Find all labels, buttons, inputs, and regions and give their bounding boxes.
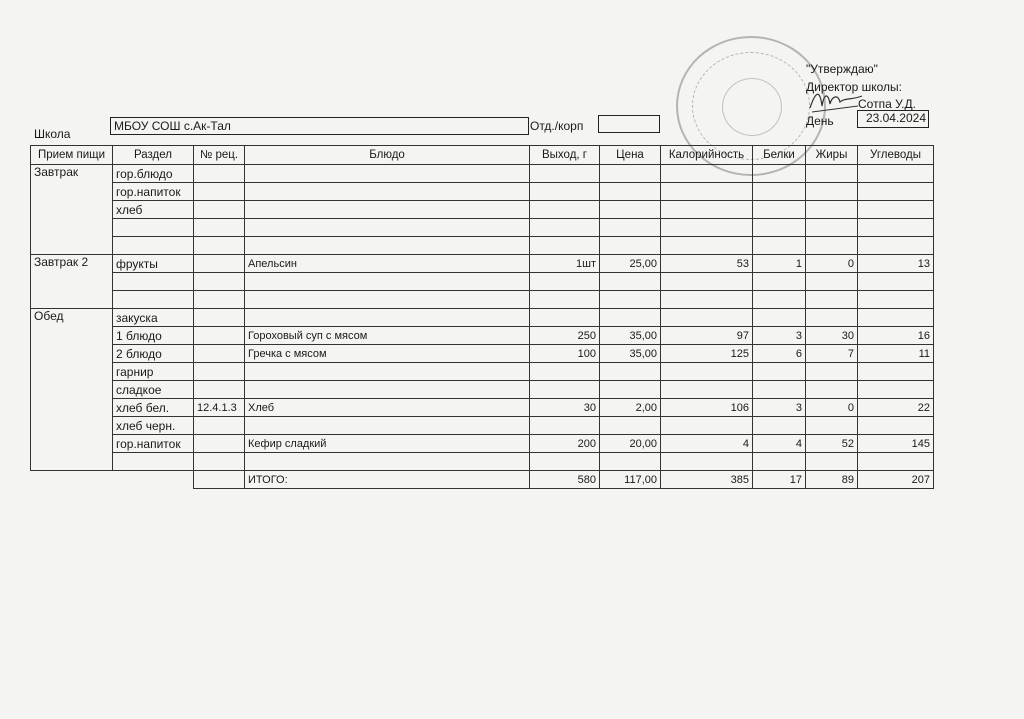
col-calories: Калорийность (661, 146, 753, 165)
price-cell (600, 273, 661, 291)
calories-cell (661, 291, 753, 309)
dish-cell: Кефир сладкий (245, 435, 530, 453)
table-row (31, 237, 934, 255)
fat-cell: 30 (806, 327, 858, 345)
calories-cell (661, 183, 753, 201)
calories-cell (661, 273, 753, 291)
output-cell: 200 (530, 435, 600, 453)
recipe-cell (194, 309, 245, 327)
carbs-cell (858, 165, 934, 183)
carbs-cell: 145 (858, 435, 934, 453)
carbs-cell (858, 273, 934, 291)
menu-table (30, 145, 934, 489)
total-calories: 385 (661, 471, 753, 489)
dish-cell (245, 219, 530, 237)
fat-cell (806, 165, 858, 183)
section-cell (113, 237, 194, 255)
recipe-cell (194, 381, 245, 399)
price-cell (600, 453, 661, 471)
protein-cell (753, 273, 806, 291)
output-cell (530, 201, 600, 219)
dish-cell (245, 417, 530, 435)
protein-cell (753, 417, 806, 435)
director-label: Директор школы: (806, 80, 902, 94)
output-cell: 250 (530, 327, 600, 345)
dish-cell: Гречка с мясом (245, 345, 530, 363)
protein-cell: 3 (753, 327, 806, 345)
recipe-cell (194, 165, 245, 183)
calories-cell: 97 (661, 327, 753, 345)
output-cell (530, 417, 600, 435)
calories-cell (661, 381, 753, 399)
price-cell (600, 291, 661, 309)
price-cell: 35,00 (600, 345, 661, 363)
dish-cell: Гороховый суп с мясом (245, 327, 530, 345)
output-cell (530, 219, 600, 237)
recipe-cell (194, 453, 245, 471)
price-cell (600, 219, 661, 237)
recipe-cell (194, 201, 245, 219)
col-recipe: № рец. (194, 146, 245, 165)
recipe-cell: 12.4.1.3 (194, 399, 245, 417)
total-output: 580 (530, 471, 600, 489)
price-cell (600, 201, 661, 219)
approve-label: "Утверждаю" (806, 62, 878, 76)
section-cell: закуска (113, 309, 194, 327)
fat-cell (806, 417, 858, 435)
section-cell: гор.блюдо (113, 165, 194, 183)
price-cell (600, 237, 661, 255)
total-fat: 89 (806, 471, 858, 489)
output-cell (530, 309, 600, 327)
protein-cell (753, 363, 806, 381)
dish-cell: Апельсин (245, 255, 530, 273)
output-cell: 100 (530, 345, 600, 363)
col-carbs: Углеводы (858, 146, 934, 165)
col-meal: Прием пищи (31, 146, 113, 165)
total-carbs: 207 (858, 471, 934, 489)
price-cell (600, 363, 661, 381)
fat-cell (806, 291, 858, 309)
col-dish: Блюдо (245, 146, 530, 165)
dish-cell (245, 309, 530, 327)
meal-name: Обед (31, 309, 113, 471)
director-name: Сотпа У.Д. (858, 97, 916, 111)
dept-field (598, 115, 660, 133)
protein-cell (753, 201, 806, 219)
fat-cell (806, 363, 858, 381)
table-row (31, 165, 934, 183)
calories-cell (661, 219, 753, 237)
carbs-cell (858, 309, 934, 327)
calories-cell (661, 309, 753, 327)
recipe-cell (194, 345, 245, 363)
carbs-cell (858, 201, 934, 219)
fat-cell (806, 201, 858, 219)
carbs-cell (858, 363, 934, 381)
table-row (31, 201, 934, 219)
dish-cell (245, 237, 530, 255)
table-row (31, 273, 934, 291)
section-cell (113, 291, 194, 309)
section-cell: гор.напиток (113, 435, 194, 453)
date-field: 23.04.2024 (857, 110, 929, 128)
section-cell: 1 блюдо (113, 327, 194, 345)
section-cell: хлеб бел. (113, 399, 194, 417)
protein-cell (753, 165, 806, 183)
output-cell (530, 183, 600, 201)
table-row (31, 327, 934, 345)
total-blank (31, 471, 194, 489)
section-cell: хлеб (113, 201, 194, 219)
total-price: 117,00 (600, 471, 661, 489)
protein-cell (753, 453, 806, 471)
carbs-cell: 16 (858, 327, 934, 345)
fat-cell (806, 219, 858, 237)
output-cell (530, 165, 600, 183)
price-cell (600, 381, 661, 399)
calories-cell (661, 165, 753, 183)
calories-cell: 125 (661, 345, 753, 363)
recipe-cell (194, 183, 245, 201)
carbs-cell (858, 381, 934, 399)
fat-cell: 0 (806, 399, 858, 417)
section-cell: фрукты (113, 255, 194, 273)
fat-cell (806, 183, 858, 201)
table-row (31, 219, 934, 237)
calories-cell: 53 (661, 255, 753, 273)
table-row (31, 453, 934, 471)
calories-cell (661, 237, 753, 255)
output-cell (530, 363, 600, 381)
dish-cell (245, 381, 530, 399)
table-header (31, 146, 934, 165)
price-cell: 35,00 (600, 327, 661, 345)
calories-cell (661, 417, 753, 435)
output-cell (530, 453, 600, 471)
fat-cell (806, 381, 858, 399)
table-row (31, 255, 934, 273)
dish-cell (245, 273, 530, 291)
total-protein: 17 (753, 471, 806, 489)
price-cell (600, 183, 661, 201)
price-cell (600, 309, 661, 327)
meal-name: Завтрак (31, 165, 113, 255)
recipe-cell (194, 219, 245, 237)
dept-label: Отд./корп (530, 119, 584, 133)
total-label: ИТОГО: (245, 471, 530, 489)
fat-cell (806, 273, 858, 291)
table-row (31, 183, 934, 201)
table-row (31, 381, 934, 399)
calories-cell: 106 (661, 399, 753, 417)
fat-cell: 7 (806, 345, 858, 363)
carbs-cell (858, 417, 934, 435)
output-cell (530, 273, 600, 291)
school-name-field: МБОУ СОШ с.Ак-Тал (110, 117, 529, 135)
calories-cell: 4 (661, 435, 753, 453)
section-cell (113, 453, 194, 471)
total-recipe-cell (194, 471, 245, 489)
recipe-cell (194, 417, 245, 435)
price-cell: 20,00 (600, 435, 661, 453)
price-cell (600, 165, 661, 183)
fat-cell (806, 237, 858, 255)
col-section: Раздел (113, 146, 194, 165)
table-row (31, 363, 934, 381)
section-cell (113, 273, 194, 291)
recipe-cell (194, 363, 245, 381)
carbs-cell: 13 (858, 255, 934, 273)
fat-cell (806, 309, 858, 327)
day-label: День (806, 114, 834, 128)
recipe-cell (194, 327, 245, 345)
recipe-cell (194, 273, 245, 291)
dish-cell (245, 291, 530, 309)
dish-cell (245, 183, 530, 201)
fat-cell (806, 453, 858, 471)
protein-cell: 6 (753, 345, 806, 363)
protein-cell: 1 (753, 255, 806, 273)
protein-cell (753, 291, 806, 309)
output-cell (530, 237, 600, 255)
carbs-cell (858, 237, 934, 255)
recipe-cell (194, 237, 245, 255)
carbs-cell (858, 219, 934, 237)
dish-cell (245, 453, 530, 471)
recipe-cell (194, 291, 245, 309)
school-label: Школа (34, 127, 71, 141)
output-cell (530, 381, 600, 399)
table-row (31, 291, 934, 309)
calories-cell (661, 453, 753, 471)
section-cell: гарнир (113, 363, 194, 381)
protein-cell: 4 (753, 435, 806, 453)
section-cell: сладкое (113, 381, 194, 399)
output-cell (530, 291, 600, 309)
dish-cell (245, 165, 530, 183)
table-row (31, 399, 934, 417)
dish-cell: Хлеб (245, 399, 530, 417)
output-cell: 1шт (530, 255, 600, 273)
dish-cell (245, 363, 530, 381)
protein-cell (753, 381, 806, 399)
recipe-cell (194, 255, 245, 273)
calories-cell (661, 363, 753, 381)
col-protein: Белки (753, 146, 806, 165)
dish-cell (245, 201, 530, 219)
table-row (31, 435, 934, 453)
table-row (31, 417, 934, 435)
meal-name: Завтрак 2 (31, 255, 113, 309)
price-cell: 25,00 (600, 255, 661, 273)
col-fat: Жиры (806, 146, 858, 165)
table-row (31, 345, 934, 363)
price-cell: 2,00 (600, 399, 661, 417)
fat-cell: 52 (806, 435, 858, 453)
carbs-cell (858, 291, 934, 309)
section-cell: 2 блюдо (113, 345, 194, 363)
protein-cell (753, 309, 806, 327)
section-cell: гор.напиток (113, 183, 194, 201)
protein-cell (753, 183, 806, 201)
table-row (31, 309, 934, 327)
output-cell: 30 (530, 399, 600, 417)
calories-cell (661, 201, 753, 219)
protein-cell (753, 219, 806, 237)
protein-cell: 3 (753, 399, 806, 417)
carbs-cell: 11 (858, 345, 934, 363)
col-output: Выход, г (530, 146, 600, 165)
total-row (31, 471, 934, 489)
carbs-cell (858, 183, 934, 201)
recipe-cell (194, 435, 245, 453)
section-cell: хлеб черн. (113, 417, 194, 435)
section-cell (113, 219, 194, 237)
carbs-cell: 22 (858, 399, 934, 417)
col-price: Цена (600, 146, 661, 165)
carbs-cell (858, 453, 934, 471)
price-cell (600, 417, 661, 435)
fat-cell: 0 (806, 255, 858, 273)
protein-cell (753, 237, 806, 255)
